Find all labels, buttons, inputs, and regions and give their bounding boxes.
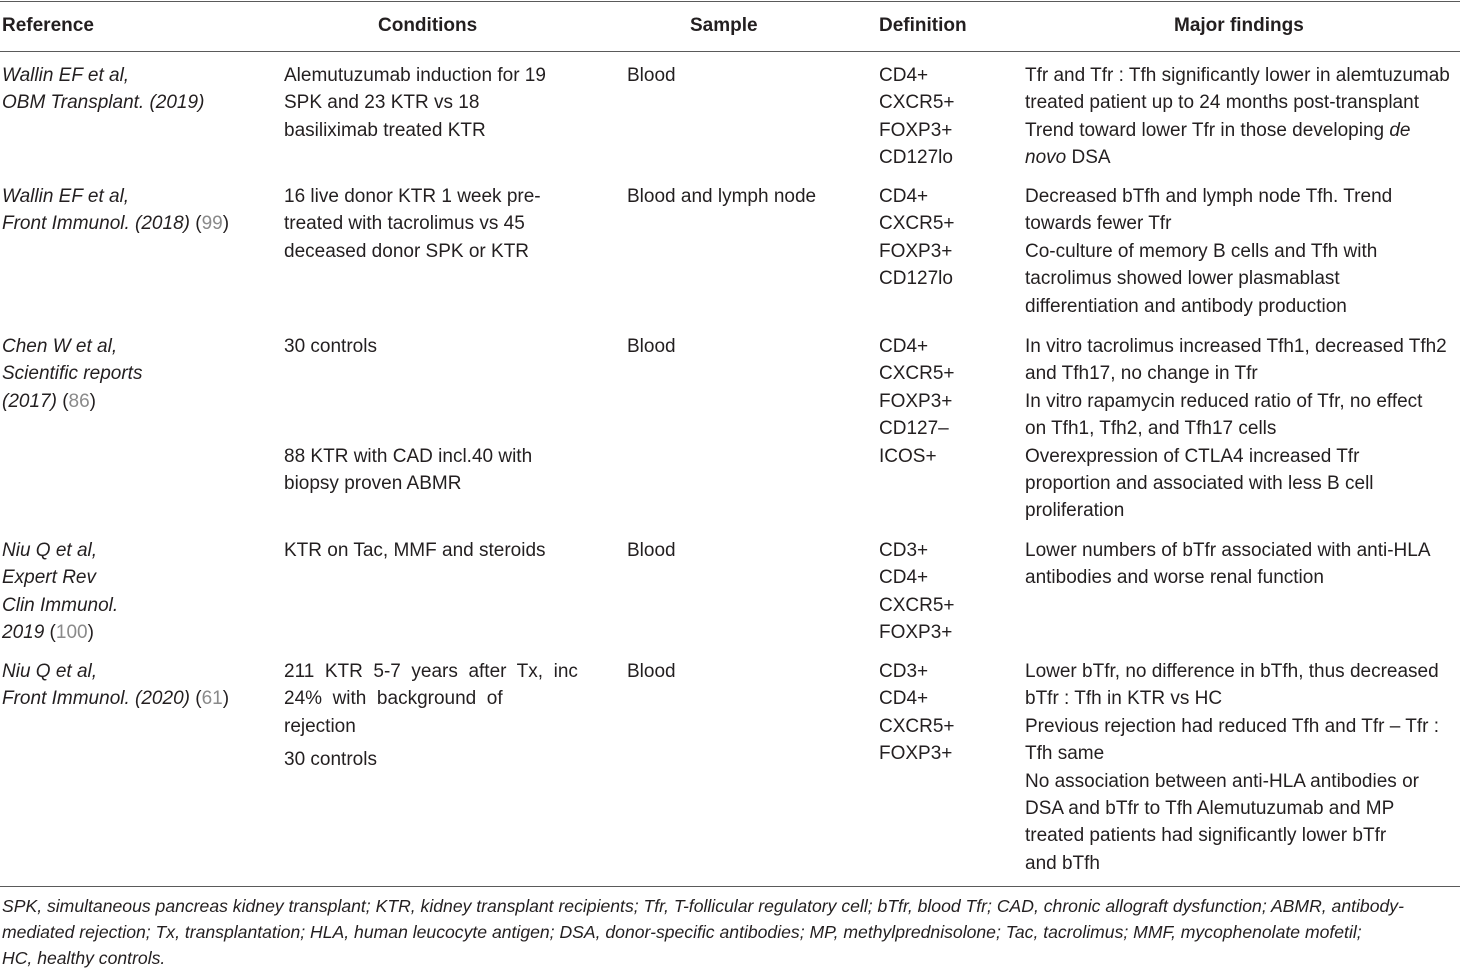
sample-text: Blood [627, 661, 676, 682]
marker: CD127– [879, 418, 949, 440]
marker: CXCR5+ [879, 715, 955, 737]
conditions-line: biopsy proven ABMR [284, 472, 462, 494]
ref-journal-line: Front Immunol. (2018) (99) [2, 213, 230, 235]
sample-cell [627, 537, 867, 564]
marker: FOXP3+ [879, 240, 953, 262]
header-definition: Definition [879, 15, 967, 36]
finding-line: Co-culture of memory B cells and Tfh with [1025, 240, 1378, 262]
definition-cell [879, 183, 1019, 293]
finding-line: bTfr : Tfh in KTR vs HC [1025, 688, 1223, 710]
ref-journal: Expert Rev [2, 567, 96, 589]
finding-line [1025, 144, 1460, 171]
conditions-line: 88 KTR with CAD incl.40 with [284, 445, 533, 467]
conditions-line: 24% with background of [284, 688, 503, 710]
finding-line: Lower bTfr, no difference in bTfh, thus decreased [1025, 661, 1439, 682]
finding-line: treated patient up to 24 months post-transplant [1025, 92, 1419, 114]
marker: FOXP3+ [879, 622, 953, 644]
conditions-line: rejection [284, 715, 356, 737]
ref-journal: Front Immunol. (2020) [2, 688, 190, 710]
conditions-line: 30 controls [284, 336, 377, 357]
conditions-line: 211 KTR 5-7 years after Tx, inc [284, 661, 578, 682]
finding-line: towards fewer Tfr [1025, 213, 1172, 235]
marker: CD4+ [879, 65, 929, 86]
definition-cell [879, 537, 1019, 647]
finding-line: antibodies and worse renal function [1025, 567, 1324, 589]
finding-line: differentiation and antibody production [1025, 295, 1347, 317]
finding-line: proliferation [1025, 500, 1125, 522]
citation-link[interactable]: 99 [201, 213, 223, 235]
finding-line: tacrolimus showed lower plasmablast [1025, 268, 1340, 290]
ref-year: 2019 [2, 622, 45, 644]
conditions-cell [284, 62, 584, 144]
marker: CXCR5+ [879, 213, 955, 235]
marker: CXCR5+ [879, 363, 955, 385]
marker: CD4+ [879, 688, 929, 710]
finding-line: proportion and associated with less B cell [1025, 473, 1374, 495]
ref-author: Chen W et al, [2, 336, 118, 357]
finding-line: Tfr and Tfr : Tfh significantly lower in alemtuzumab [1025, 65, 1450, 86]
marker: CD127lo [879, 147, 953, 169]
finding-line: Tfh same [1025, 743, 1105, 765]
footnote-line: HC, healthy controls. [2, 947, 166, 968]
footnote-line: mediated rejection; Tx, transplantation; HLA, human leucocyte antigen; DSA, donor-specific antibodies; MP, methylprednisolone; Tac, tacrolimus; MMF, mycophenolate mofetil; [2, 921, 1362, 942]
definition-cell [879, 62, 1019, 172]
finding-line: Decreased bTfh and lymph node Tfh. Trend [1025, 186, 1393, 207]
marker: CD3+ [879, 661, 929, 682]
table-header-row [0, 12, 1460, 42]
sample-text: Blood [627, 65, 676, 86]
header-major-findings: Major findings [1174, 15, 1304, 36]
definition-cell [879, 658, 1019, 768]
finding-text: Trend toward lower Tfr in those developing [1025, 119, 1390, 141]
reference-cell [2, 537, 272, 647]
finding-line: treated patients had significantly lower bTfr [1025, 825, 1387, 847]
conditions-line: 30 controls [284, 749, 377, 771]
ref-author: Niu Q et al, [2, 540, 98, 561]
marker: CXCR5+ [879, 92, 955, 114]
spacer [284, 360, 584, 387]
marker: CD4+ [879, 336, 929, 357]
reference-cell [2, 183, 272, 238]
ref-author: Wallin EF et al, [2, 186, 130, 207]
findings-cell [1025, 658, 1460, 877]
findings-cell [1025, 62, 1460, 172]
header-conditions: Conditions [378, 15, 478, 36]
table-top-rule [0, 1, 1460, 2]
conditions-line: 16 live donor KTR 1 week pre- [284, 186, 541, 207]
findings-cell [1025, 537, 1460, 592]
conditions-line: Alemutuzumab induction for 19 [284, 65, 546, 86]
sample-cell [627, 658, 867, 685]
marker: ICOS+ [879, 445, 937, 467]
ref-journal: OBM Transplant. (2019) [2, 92, 205, 114]
header-sample: Sample [690, 15, 758, 36]
finding-line: and bTfh [1025, 852, 1100, 874]
header-reference: Reference [2, 15, 94, 36]
finding-line: No association between anti-HLA antibodies or [1025, 770, 1419, 792]
ref-journal: Front Immunol. (2018) [2, 213, 190, 235]
ref-journal-line: Front Immunol. (2020) (61) [2, 688, 230, 710]
findings-cell [1025, 183, 1460, 320]
finding-line [1025, 117, 1460, 144]
finding-line: DSA and bTfr to Tfh Alemutuzumab and MP [1025, 798, 1395, 820]
finding-text: DSA [1066, 147, 1111, 169]
sample-text: Blood [627, 336, 676, 357]
conditions-line: SPK and 23 KTR vs 18 [284, 92, 480, 114]
conditions-cell [284, 658, 584, 774]
marker: FOXP3+ [879, 390, 953, 412]
finding-line: In vitro tacrolimus increased Tfh1, decreased Tfh2 [1025, 336, 1447, 357]
ref-journal: Clin Immunol. [2, 594, 119, 616]
table-footnote [2, 894, 1458, 971]
ref-year: (2017) [2, 390, 57, 412]
ref-author: Wallin EF et al, [2, 65, 130, 86]
findings-cell [1025, 333, 1460, 525]
finding-line: Lower numbers of bTfr associated with anti-HLA [1025, 540, 1431, 561]
table-bottom-rule [0, 886, 1460, 887]
sample-text: Blood and lymph node [627, 186, 817, 207]
reference-cell [2, 658, 272, 713]
footnote-line: SPK, simultaneous pancreas kidney transplant; KTR, kidney transplant recipients; Tfr, T-follicular regulatory cell; bTfr, blood Tfr; CAD, chronic allograft dysfunction; ABMR, antibody- [2, 896, 1404, 916]
marker: FOXP3+ [879, 119, 953, 141]
finding-italic: de [1389, 119, 1411, 141]
conditions-line: basiliximab treated KTR [284, 119, 486, 141]
citation-link[interactable]: 61 [201, 688, 223, 710]
finding-line: and Tfh17, no change in Tfr [1025, 363, 1258, 385]
conditions-cell [284, 183, 584, 265]
marker: CXCR5+ [879, 594, 955, 616]
sample-cell [627, 62, 867, 89]
sample-text: Blood [627, 540, 676, 561]
marker: CD127lo [879, 268, 953, 290]
conditions-line: treated with tacrolimus vs 45 [284, 213, 525, 235]
spacer [284, 415, 584, 442]
finding-italic: novo [1025, 147, 1067, 169]
conditions-line: deceased donor SPK or KTR [284, 240, 530, 262]
conditions-line: KTR on Tac, MMF and steroids [284, 540, 546, 561]
conditions-cell [284, 333, 584, 497]
finding-line: In vitro rapamycin reduced ratio of Tfr, no effect [1025, 390, 1423, 412]
marker: CD4+ [879, 186, 929, 207]
citation-link[interactable]: 100 [55, 622, 88, 644]
citation-link[interactable]: 86 [68, 390, 90, 412]
sample-cell [627, 333, 867, 360]
definition-cell [879, 333, 1019, 470]
marker: CD4+ [879, 567, 929, 589]
marker: CD3+ [879, 540, 929, 561]
marker: FOXP3+ [879, 743, 953, 765]
reference-cell [2, 62, 272, 117]
header-bottom-rule [0, 51, 1460, 52]
reference-cell [2, 333, 272, 415]
finding-line: Previous rejection had reduced Tfh and Tfr – Tfr : [1025, 715, 1440, 737]
sample-cell [627, 183, 867, 210]
ref-year-line: (2017) (86) [2, 390, 96, 412]
ref-journal: Scientific reports [2, 363, 143, 385]
finding-line: Overexpression of CTLA4 increased Tfr [1025, 445, 1360, 467]
ref-year-line: 2019 (100) [2, 622, 94, 644]
conditions-cell [284, 537, 584, 564]
finding-line: on Tfh1, Tfh2, and Tfh17 cells [1025, 418, 1277, 440]
spacer [284, 388, 584, 415]
ref-author: Niu Q et al, [2, 661, 98, 682]
